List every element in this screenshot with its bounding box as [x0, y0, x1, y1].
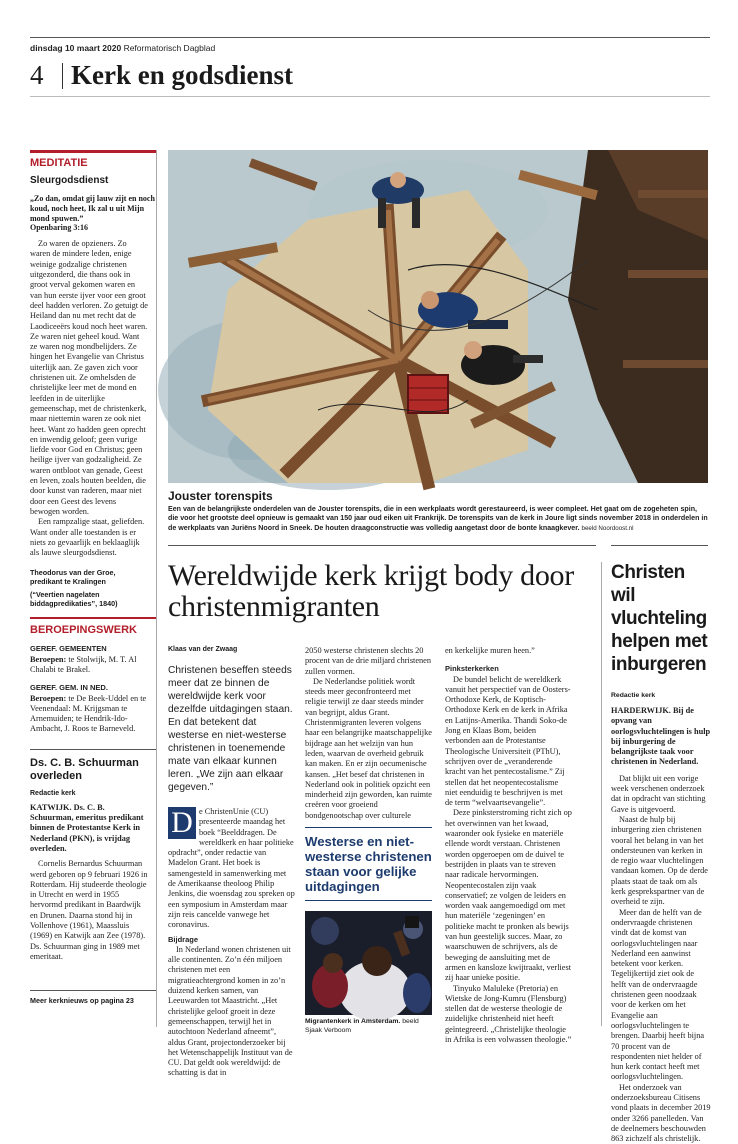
beroep-text: te De Beek-Uddel en te Veenendaal: M. Krijgsman te Arnemuiden; te Hendrik-Ido-Ambacht, J. Roos te Barneveld.	[30, 693, 147, 734]
beroepingswerk-item	[30, 644, 148, 675]
beroepingswerk-bar	[30, 617, 156, 619]
meditatie-paragraph: Een rampzalige staat, geliefden. Want onder alle toestanden is er niets zo gevaarlijk en beklaaglijk als lauwe sleurgodsdienst.	[30, 517, 145, 558]
beroep-kind: Beroepen:	[30, 654, 67, 664]
main-intro: Christenen beseffen steeds meer dat ze binnen de wereldwijde kerk voor dezelfde uitdagingen staan. En dat betekent dat westerse en niet-westerse christenen in toenemende mate van elkaar kunnen leren. „We zijn aan elkaar gegeven.”	[168, 665, 293, 793]
meditatie-paragraph: Zo waren de opzieners. Zo waren de mindere leden, enige weinige godzalige christenen uitgezonderd, die thans ook in groot verval gekomen waren en van hun eerste ijver voor een groot deel hadden verloren. Zo getuigt de Heiland dan nu met recht dat de Laodiceeërs koud noch heet waren. Ze waren niet geheel koud. Want ze waren nog mondbelijders. Ze hingen het Evangelie van Christus uiterlijk aan. Ze gaven zich voor christenen uit. Ze omhelsden de christelijke leer met de mond en leefden in de uiterlijke gemeenschap, met de christenkerk, maar niettemin waren ze ook niet heet. Want zo hadden geen oprecht en inwendig geloof; geen vurige liefde voor God en Christus; geen heilige ijver van godzaligheid. Ze waren ontbloot van genade, Geest en leven, zoals houten beelden, die door kunst van raderen, maar niet door een Geest des levens bewogen worden.	[30, 239, 148, 516]
main-col1-b: In Nederland wonen christenen uit alle continenten. Zo’n één miljoen christenen met een migratieachtergrond komen in zo’n duizend kerken samen, van Leeuwarden tot Maastricht. „Het christelijke geloof groeit in deze gemeenschappen, terwijl het in autochtoon Nederland afneemt”, aldus Grant, projectonderzoeker bij het Wetenschappelijk Instituut van de CU. Dat geldt ook wereldwijd: de schatting is dat in	[168, 944, 293, 1078]
pullquote-box	[305, 827, 432, 901]
page-number: 4	[30, 60, 44, 90]
meditatie-title: Sleurgodsdienst	[30, 175, 109, 186]
main-col-3	[445, 646, 572, 1045]
pullquote: Westerse en niet-westerse christenen staan voor gelijke uitdagingen	[305, 834, 432, 895]
migrant-photo-caption	[305, 1018, 432, 1035]
obituary-rule	[30, 749, 156, 750]
beroep-church: GEREF. GEM. IN NED.	[30, 683, 108, 693]
main-col2-text	[305, 646, 432, 821]
left-column	[30, 150, 157, 1027]
meditatie-bar	[30, 150, 156, 153]
top-rule	[30, 37, 710, 38]
main-col2-a: 2050 westerse christenen slechts 20 procent van de drie miljard christenen zullen vormen.	[305, 646, 432, 676]
side-article-rule	[611, 545, 708, 546]
beroepingswerk-item	[30, 683, 148, 734]
migrant-church-illustration	[305, 911, 432, 1015]
main-byline: Klaas van der Zwaag	[168, 646, 238, 653]
section-title: Kerk en godsdienst	[71, 60, 294, 90]
main-subhead-bijdrage: Bijdrage	[168, 934, 199, 944]
main-headline: Wereldwijde kerk krijgt body door christenmigranten	[168, 559, 574, 623]
obituary-title: Ds. C. B. Schuurman overleden	[30, 756, 139, 782]
meditatie-quote: „Zo dan, omdat gij lauw zijt en noch koud, noch heet, Ik zal u uit Mijn mond spuwen.”	[30, 194, 155, 223]
main-col1-text	[168, 807, 295, 1079]
meditatie-author: Theodorus van der Groe,	[30, 568, 116, 578]
migrant-photo-caption-text: Migrantenkerk in Amsterdam.	[305, 1018, 401, 1026]
side-p2: Naast de hulp bij inburgering zien christenen vooral het belang in van het ondersteunen van kerken in de regio waar vluchtelingen vandaan komen. Op de derde plaats staat de taak om als kerk gesprekspartner van de overheid te zijn.	[611, 814, 708, 907]
main-col3-d: Tinyuko Maluleke (Pretoria) en Wietske de Jong-Kumru (Flensburg) stellen dat de westerse theologie de zuidelijke christenheid niet heeft geïntegreerd. „Christelijke theologie in Afrika is een volwassen theologie.”	[445, 983, 572, 1044]
side-byline: Redactie kerk	[611, 692, 656, 699]
side-headline: Christen wil vluchteling helpen met inburgeren	[611, 562, 708, 675]
masthead-date: dinsdag 10 maart 2020	[30, 43, 122, 53]
main-subhead-pinksterkerken: Pinksterkerken	[445, 664, 499, 674]
masthead-divider	[62, 63, 63, 89]
more-news-link[interactable]: Meer kerknieuws op pagina 23	[30, 996, 134, 1006]
masthead-date-line	[30, 43, 215, 53]
main-col-2	[305, 646, 432, 1035]
masthead-paper: Reformatorisch Dagblad	[123, 43, 216, 53]
more-news-rule	[30, 990, 156, 991]
spire-spider-illustration	[168, 150, 708, 483]
side-p4: Het onderzoek van onderzoeksbureau Citisens vond plaats in december 2019 onder 3266 panelleden. Van de deelnemers beschouwden 863 zichzelf als christelijk.	[611, 1082, 711, 1144]
side-lead: HARDERWIJK. Bij de opvang van oorlogsvluchtelingen is hulp bij inburgering de belangrijkste taak voor christenen in Nederland.	[611, 706, 711, 767]
beroep-church: GEREF. GEMEENTEN	[30, 644, 107, 654]
obituary-body	[30, 859, 148, 962]
obituary-body-text: Cornelis Bernardus Schuurman werd geboren op 9 februari 1926 in Rotterdam. Hij studeerde theologie in Utrecht en werd in 1955 hervormd predikant in Baardwijk en Drunen. Daarna stond hij in Vollenhove (1961), Maassluis (1969) en Katwijk aan Zee (1978). Ds. Schuurman ging in 1989 met emeritaat.	[30, 859, 148, 961]
main-col-1	[168, 646, 295, 1079]
meditatie-body	[30, 239, 148, 558]
main-col3-b: De bundel belicht de wereldkerk vanuit het perspectief van de Oosters-Orthodoxe Kerk, de Koptisch-Orthodoxe Kerk en de kerk in Afrika en Latijns-Amerika. Thandi Soko-de Jong en Klaas Bom, beiden verbonden aan de Protestantse Theologische Universiteit (PThU), schrijven over de „veranderende kracht van het pentecostalisme.” Zij stellen dat het neopentecostalisme niet eenduidig te beschrijven is met de term “welvaartsevangelie”.	[445, 674, 571, 808]
obituary-lead: KATWIJK. Ds. C. B. Schuurman, emeritus predikant binnen de Protestantse Kerk in Nederland (PKN), is vrijdag overleden.	[30, 802, 144, 853]
beroepingswerk-label: BEROEPINGSWERK	[30, 624, 137, 637]
main-col3-text	[445, 646, 572, 1045]
main-col1-a: e ChristenUnie (CU) presenteerde maandag het boek “Beelddragen. De wereldkerk en haar politieke opdracht”, onder redactie van Madelon Grant. Het boek is samengesteld in samenwerking met de Amerikaanse theoloog Philip Jenkins, die woensdag zou spreken op een symposium in Amsterdam maar zijn reis cancelde vanwege het coronavirus.	[168, 807, 295, 930]
migrant-photo-credit: Sjaak Verboom	[305, 1026, 352, 1034]
meditatie-reference: Openbaring 3:16	[30, 223, 89, 233]
beroep-text: te Stolwijk, M. T. Al Chalabi te Brakel.	[30, 654, 137, 674]
side-article	[611, 561, 711, 1144]
obituary-byline: Redactie kerk	[30, 789, 76, 797]
main-col3-c: Deze pinksterstroming richt zich op het overwinnen van het kwaad, waaronder ook fysieke en materiële ellende wordt verstaan. Christenen worden opgeroepen om de duivel te bestrijden in plaats van te streven naar radicale hervormingen. Neopentecostalen zijn vaak conservatief; ze volgen de leiders en worden vaak aangemoedigd om met hun materiële ‘zegeningen’ en politieke macht te pronken als bewijs van hun geestelijk succes. Maar, zo waarschuwen de schrijvers, als de beweging de aansluiting met de armen en kansloze kwijtraakt, verliest zij haar unieke positie.	[445, 808, 572, 983]
photo-caption-text: Een van de belangrijkste onderdelen van de Jouster torenspits, die in een werkplaats wordt gerestaureerd, is weer compleet. Het gaat om de zogeheten spin, die voor het grootste deel opnieuw is gemaakt van 150 jaar oud eiken uit Frankrijk. De torenspits van de kerk in Joure ligt sinds november 2018 in onderdelen in de werkplaats van Juriëns Noord in Sneek. De houten draagconstructie was volledig aangetast door de bonte knaagkever.	[168, 505, 708, 532]
main-col2-b: De Nederlandse politiek wordt steeds meer geconfronteerd met religie terwijl ze daar steeds minder van begrijpt, aldus Grant. Christenmigranten leveren volgens haar een belangrijke maatschappelijke bijdrage aan het welzijn van hun leden, waarvan de overheid gebruik kan maken. En er zijn oecumenische kansen. „Het besef dat christenen in Nederland ook in politiek opzicht een minderheid zijn geworden, kan ruimte creëren voor groeiend bondgenootschap over culturele	[305, 676, 432, 820]
side-p1: Dat blijkt uit een vorige week verschenen onderzoek dat in opdracht van stichting Gave is uitgevoerd.	[611, 773, 706, 814]
photo-title: Jouster torenspits	[168, 489, 273, 503]
side-article-divider	[601, 562, 602, 1026]
meditatie-author-role: predikant te Kralingen	[30, 577, 106, 587]
migrant-photo-credit-label: beeld	[402, 1018, 419, 1026]
photo-caption	[168, 505, 708, 533]
main-article-rule	[168, 545, 596, 546]
side-body	[611, 774, 711, 1144]
workshop-photo	[168, 150, 708, 483]
migrant-church-photo	[305, 911, 432, 1015]
meditatie-source: (“Veertien nagelaten biddagpredikaties”, 1840)	[30, 590, 118, 609]
main-dropcap: D	[168, 807, 196, 839]
main-col3-a: en kerkelijke muren heen.”	[445, 646, 535, 655]
meditatie-label: MEDITATIE	[30, 157, 88, 169]
beroep-kind: Beroepen:	[30, 693, 67, 703]
masthead-bottom-rule	[30, 96, 710, 97]
photo-credit: beeld Noordoost.nl	[581, 524, 634, 532]
side-p3: Meer dan de helft van de ondervraagde christenen vindt dat de komst van oorlogsvluchtelingen naar Nederland een aanwinst betekent voor kerken. Tegelijkertijd ziet ook de helft van de ondervraagde christenen geen noodzaak voor de kerken om het Evangelie aan oorlogsvluchtelingen te brengen. Daarbij heeft bijna 70 procent van de respondenten niet helder of hun kerk contact heeft met oorlogsvluchtelingen.	[611, 907, 705, 1082]
